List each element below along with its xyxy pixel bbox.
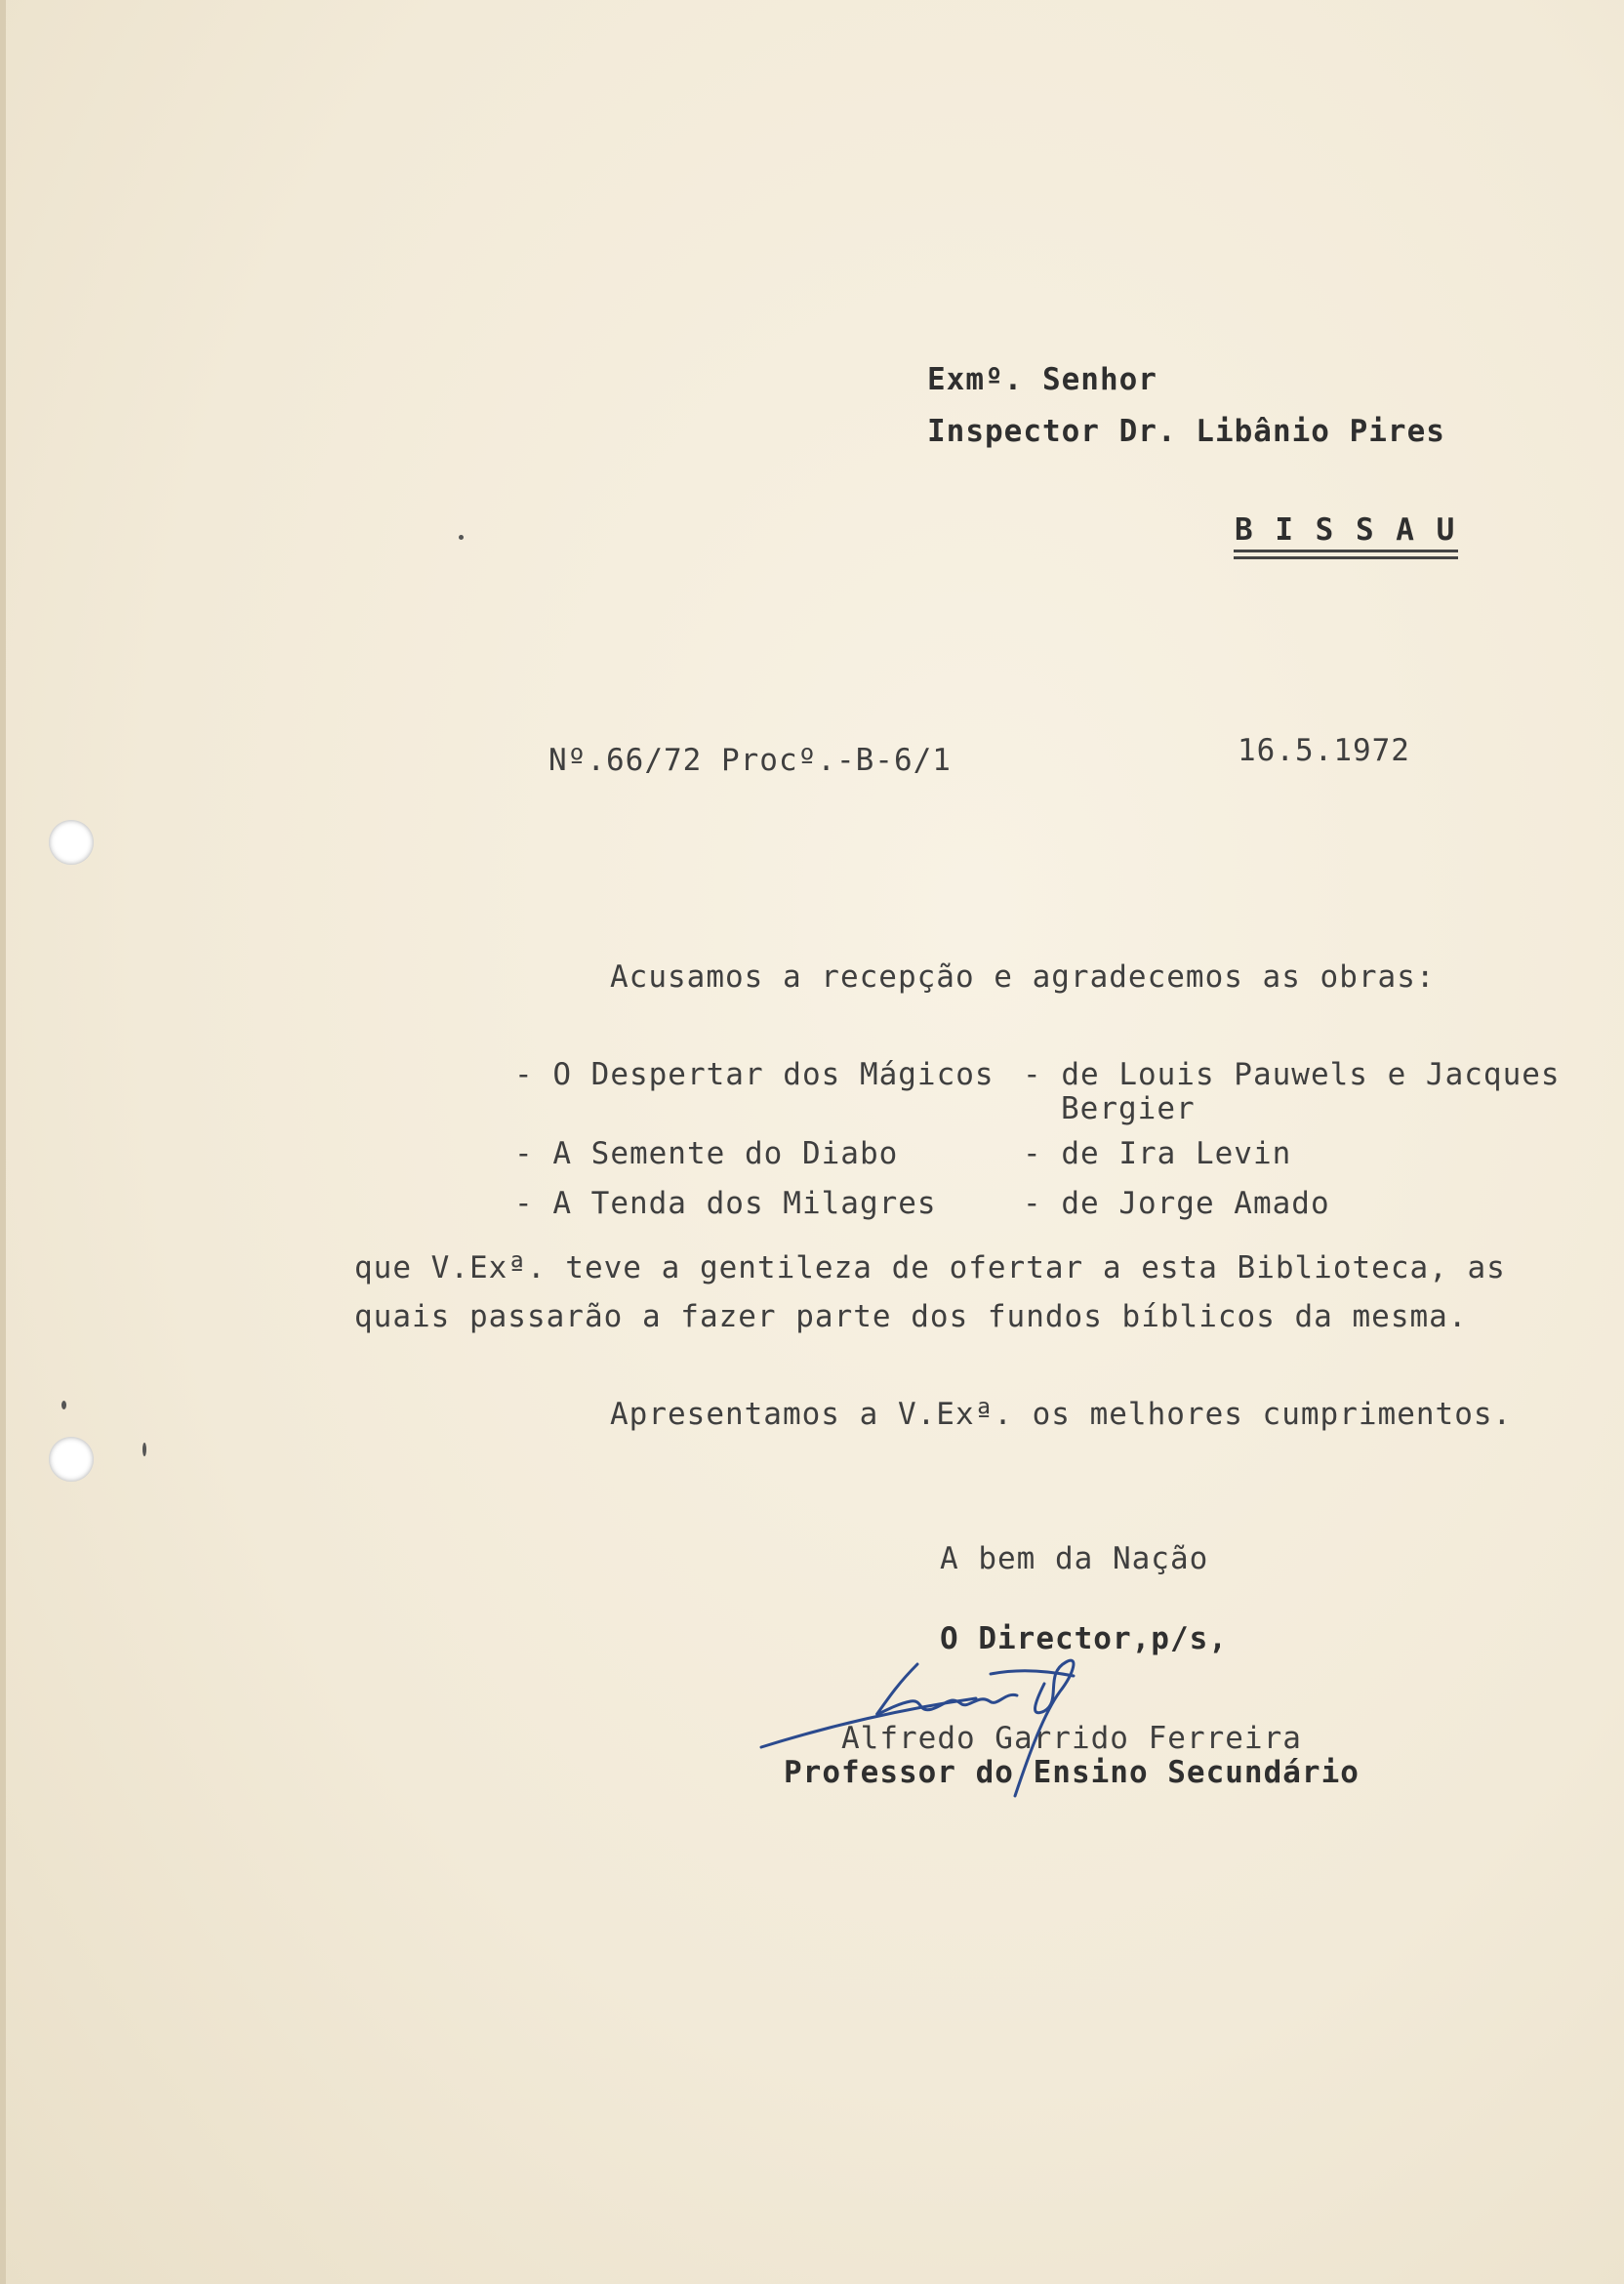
signatory-title: Professor do Ensino Secundário bbox=[784, 1755, 1360, 1790]
intro-text: Acusamos a recepção e agradecemos as obras: bbox=[610, 959, 1436, 995]
work-author: - de Jorge Amado bbox=[1023, 1186, 1330, 1221]
greeting: Apresentamos a V.Exª. os melhores cumprimentos. bbox=[610, 1397, 1513, 1432]
work-title: - A Tenda dos Milagres bbox=[514, 1186, 937, 1221]
work-title: - O Despertar dos Mágicos bbox=[514, 1057, 995, 1092]
handwritten-signature bbox=[751, 1615, 1279, 1830]
recipient: Inspector Dr. Libânio Pires bbox=[927, 414, 1445, 449]
signatory-role: O Director,p/s, bbox=[940, 1621, 1228, 1656]
work-author: - de Ira Levin bbox=[1023, 1136, 1292, 1171]
ink-speck bbox=[142, 1443, 146, 1456]
work-author: - de Louis Pauwels e Jacques bbox=[1023, 1057, 1561, 1092]
page-edge bbox=[0, 0, 6, 2284]
reference-number: Nº.66/72 Procº.-B-6/1 bbox=[548, 743, 952, 778]
city: B I S S A U bbox=[1235, 512, 1457, 548]
paragraph-line-1: que V.Exª. teve a gentileza de ofertar a esta Biblioteca, as bbox=[354, 1250, 1506, 1285]
closing-motto: A bem da Nação bbox=[940, 1541, 1209, 1576]
punch-hole-bottom bbox=[49, 1437, 94, 1482]
paragraph-line-2: quais passarão a fazer parte dos fundos bíblicos da mesma. bbox=[354, 1299, 1468, 1334]
ink-speck bbox=[61, 1401, 66, 1409]
salutation: Exmº. Senhor bbox=[927, 362, 1157, 397]
work-title: - A Semente do Diabo bbox=[514, 1136, 899, 1171]
signatory-name: Alfredo Garrido Ferreira bbox=[841, 1721, 1302, 1756]
work-author-cont: Bergier bbox=[1061, 1091, 1196, 1126]
city-underline bbox=[1234, 550, 1458, 552]
ink-speck bbox=[459, 535, 464, 540]
letter-date: 16.5.1972 bbox=[1238, 733, 1410, 768]
punch-hole-top bbox=[49, 820, 94, 865]
city-underline-double bbox=[1234, 556, 1458, 559]
